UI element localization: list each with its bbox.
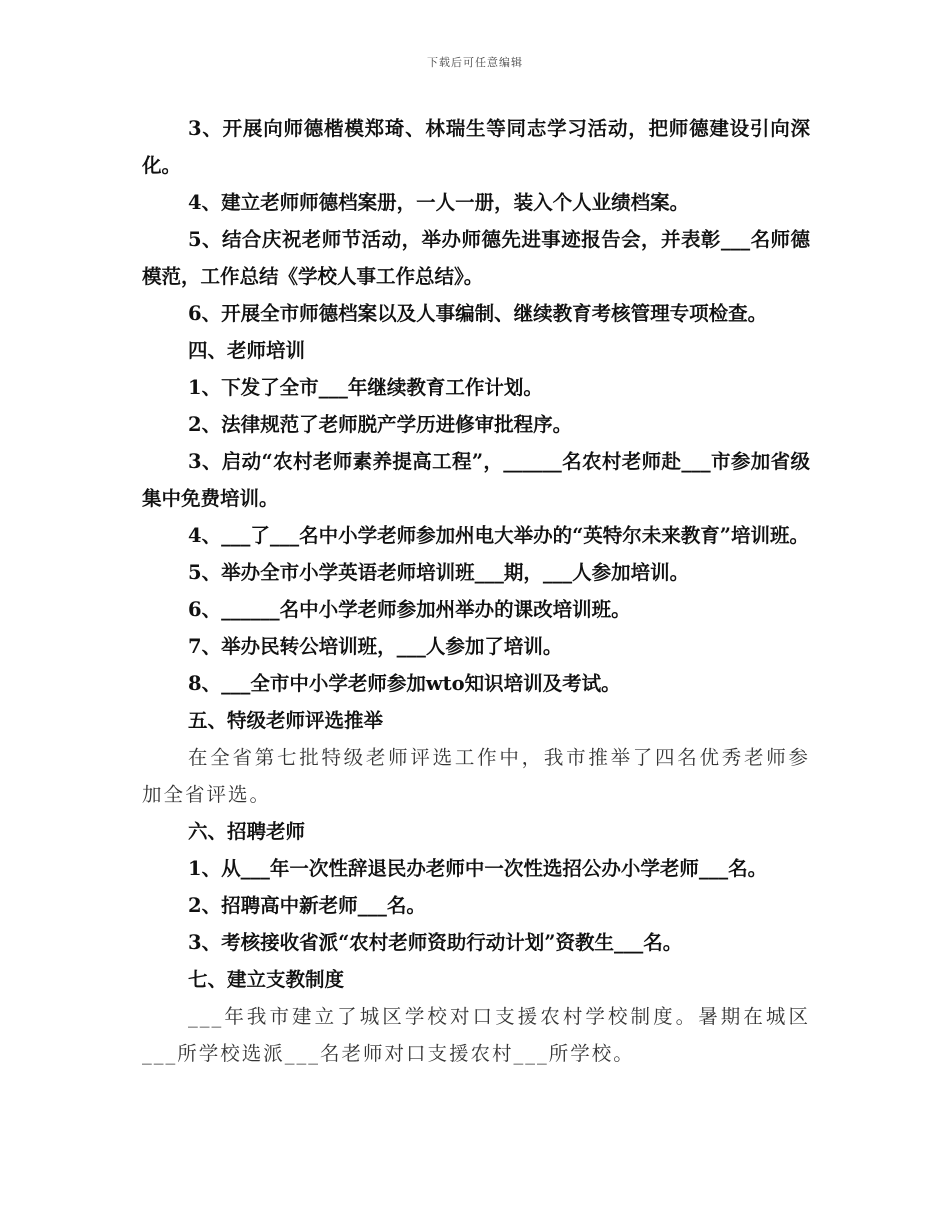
- section-heading: 四、老师培训: [188, 339, 306, 362]
- paragraph: 1、从___年一次性辞退民办老师中一次性选招公办小学老师___名。: [188, 857, 768, 880]
- paragraph: 8、___全市中小学老师参加wto知识培训及考试。: [188, 672, 621, 695]
- paragraph: 4、建立老师师德档案册，一人一册，装入个人业绩档案。: [188, 191, 690, 214]
- section-heading: 六、招聘老师: [188, 820, 306, 843]
- paragraph: 在全省第七批特级老师评选工作中，我市推举了四名优秀老师参加全省评选。: [142, 746, 810, 806]
- paragraph: 6、开展全市师德档案以及人事编制、继续教育考核管理专项检查。: [188, 302, 768, 325]
- paragraph: 3、考核接收省派“农村老师资助行动计划”资教生___名。: [188, 931, 683, 954]
- paragraph: 2、招聘高中新老师___名。: [188, 894, 426, 917]
- section-heading: 五、特级老师评选推举: [188, 709, 384, 732]
- paragraph: 6、______名中小学老师参加州举办的课改培训班。: [188, 598, 631, 621]
- paragraph: 5、举办全市小学英语老师培训班___期，___人参加培训。: [188, 561, 690, 584]
- section-heading: 七、建立支教制度: [188, 968, 345, 991]
- paragraph: 3、开展向师德楷模郑琦、林瑞生等同志学习活动，把师德建设引向深化。: [142, 117, 810, 177]
- page-header: 下载后可任意编辑: [427, 56, 523, 69]
- document-body: [142, 110, 810, 1072]
- paragraph: ___年我市建立了城区学校对口支援农村学校制度。暑期在城区___所学校选派___名老师对口支援农村___所学校。: [142, 1005, 810, 1065]
- paragraph: 4、___了___名中小学老师参加州电大举办的“英特尔未来教育”培训班。: [188, 524, 810, 547]
- paragraph: 1、下发了全市___年继续教育工作计划。: [188, 376, 543, 399]
- paragraph: 2、法律规范了老师脱产学历进修审批程序。: [188, 413, 573, 436]
- paragraph: 5、结合庆祝老师节活动，举办师德先进事迹报告会，并表彰___名师德模范，工作总结《学校人事工作总结》。: [142, 228, 810, 288]
- paragraph: 7、举办民转公培训班，___人参加了培训。: [188, 635, 563, 658]
- paragraph: 3、启动“农村老师素养提高工程”，______名农村老师赴___市参加省级集中免费培训。: [142, 450, 810, 510]
